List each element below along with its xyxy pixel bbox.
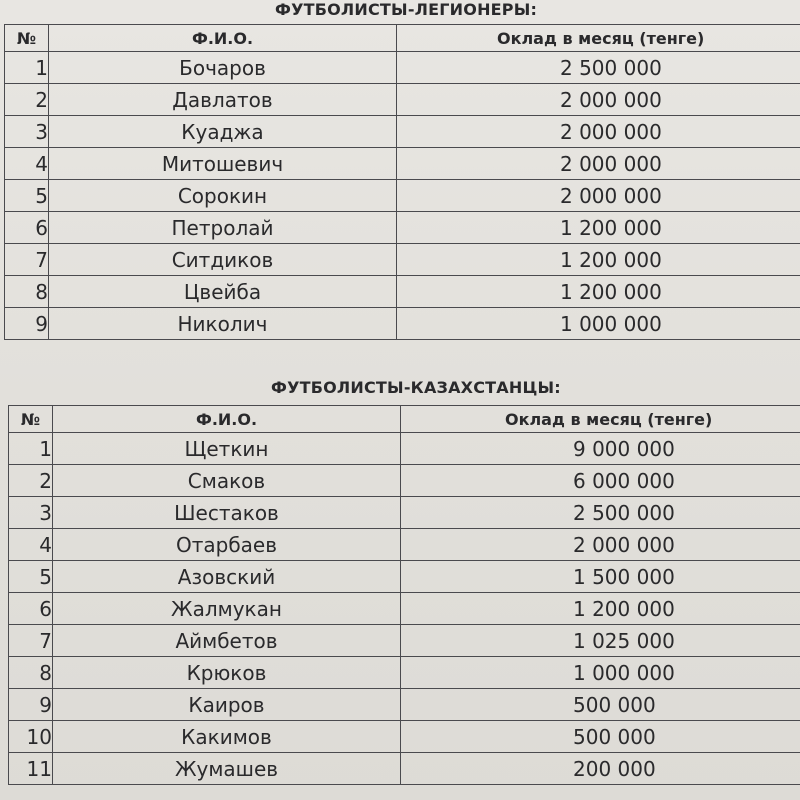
table-row [5, 116, 800, 148]
salary-value: 2 000 000 [397, 84, 800, 116]
row-number: 3 [9, 497, 53, 529]
player-name: Крюков [53, 657, 401, 689]
salary-value: 1 200 000 [401, 593, 800, 625]
salary-value: 2 500 000 [397, 52, 800, 84]
table-row [5, 212, 800, 244]
row-number: 2 [5, 84, 49, 116]
player-name: Ситдиков [49, 244, 397, 276]
salary-value: 9 000 000 [401, 433, 800, 465]
kazakhstanis-title: ФУТБОЛИСТЫ-КАЗАХСТАНЦЫ: [271, 378, 561, 397]
kazakhstanis-table [8, 405, 800, 785]
row-number: 8 [5, 276, 49, 308]
table-row [5, 308, 800, 340]
table-row [9, 529, 800, 561]
row-number: 8 [9, 657, 53, 689]
table-row [5, 276, 800, 308]
player-name: Какимов [53, 721, 401, 753]
table-row [9, 625, 800, 657]
salary-value: 1 200 000 [397, 212, 800, 244]
player-name: Митошевич [49, 148, 397, 180]
table-row [5, 52, 800, 84]
player-name: Жумашев [53, 753, 401, 785]
salary-value: 1 025 000 [401, 625, 800, 657]
salary-value: 1 000 000 [397, 308, 800, 340]
legionnaires-title: ФУТБОЛИСТЫ-ЛЕГИОНЕРЫ: [275, 0, 538, 19]
row-number: 4 [9, 529, 53, 561]
player-name: Отарбаев [53, 529, 401, 561]
table-row [9, 497, 800, 529]
table-row [5, 244, 800, 276]
salary-value: 6 000 000 [401, 465, 800, 497]
table-row [9, 689, 800, 721]
row-number: 11 [9, 753, 53, 785]
row-number: 7 [5, 244, 49, 276]
row-number: 1 [9, 433, 53, 465]
salary-value: 1 200 000 [397, 276, 800, 308]
table-row [9, 657, 800, 689]
row-number: 7 [9, 625, 53, 657]
player-name: Бочаров [49, 52, 397, 84]
player-name: Щеткин [53, 433, 401, 465]
table-row [5, 180, 800, 212]
row-number: 5 [9, 561, 53, 593]
header-name: Ф.И.О. [53, 406, 401, 433]
row-number: 9 [9, 689, 53, 721]
table-header-row [9, 406, 800, 433]
table-row [9, 721, 800, 753]
player-name: Николич [49, 308, 397, 340]
salary-value: 1 000 000 [401, 657, 800, 689]
row-number: 4 [5, 148, 49, 180]
player-name: Куаджа [49, 116, 397, 148]
header-number: № [5, 25, 49, 52]
player-name: Аймбетов [53, 625, 401, 657]
salary-value: 500 000 [401, 721, 800, 753]
player-name: Шестаков [53, 497, 401, 529]
table-row [9, 593, 800, 625]
row-number: 9 [5, 308, 49, 340]
player-name: Давлатов [49, 84, 397, 116]
table-row [9, 465, 800, 497]
salary-value: 2 000 000 [401, 529, 800, 561]
table-header-row [5, 25, 800, 52]
salary-value: 1 500 000 [401, 561, 800, 593]
table-row [9, 561, 800, 593]
salary-value: 200 000 [401, 753, 800, 785]
row-number: 1 [5, 52, 49, 84]
header-salary: Оклад в месяц (тенге) [401, 406, 800, 433]
salary-value: 2 500 000 [401, 497, 800, 529]
salary-value: 2 000 000 [397, 180, 800, 212]
table-row [9, 753, 800, 785]
table-row [5, 148, 800, 180]
row-number: 6 [5, 212, 49, 244]
salary-value: 1 200 000 [397, 244, 800, 276]
player-name: Жалмукан [53, 593, 401, 625]
player-name: Смаков [53, 465, 401, 497]
salary-value: 2 000 000 [397, 116, 800, 148]
salary-value: 2 000 000 [397, 148, 800, 180]
header-salary: Оклад в месяц (тенге) [397, 25, 800, 52]
player-name: Азовский [53, 561, 401, 593]
player-name: Цвейба [49, 276, 397, 308]
player-name: Каиров [53, 689, 401, 721]
player-name: Петролай [49, 212, 397, 244]
salary-value: 500 000 [401, 689, 800, 721]
header-name: Ф.И.О. [49, 25, 397, 52]
header-number: № [9, 406, 53, 433]
player-name: Сорокин [49, 180, 397, 212]
table-row [9, 433, 800, 465]
row-number: 2 [9, 465, 53, 497]
row-number: 6 [9, 593, 53, 625]
row-number: 10 [9, 721, 53, 753]
legionnaires-table [4, 24, 800, 340]
row-number: 5 [5, 180, 49, 212]
row-number: 3 [5, 116, 49, 148]
table-row [5, 84, 800, 116]
